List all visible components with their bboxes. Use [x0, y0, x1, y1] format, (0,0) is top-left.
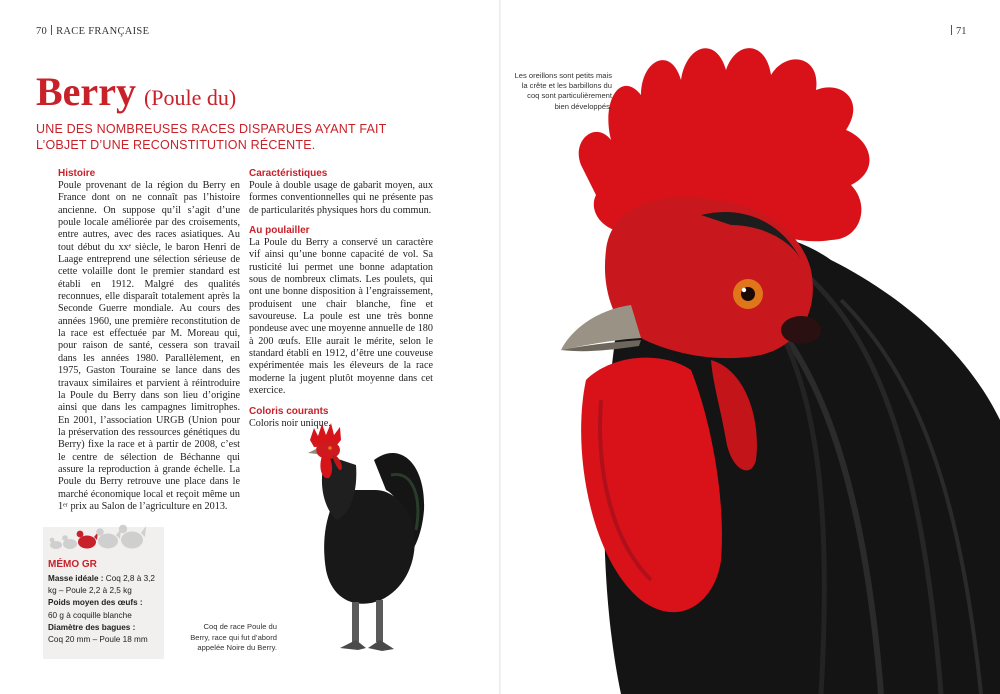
text-column-left — [58, 168, 240, 513]
memo-bagues-label: Diamètre des bagues : — [48, 622, 136, 632]
text-column-right — [249, 168, 433, 430]
portrait-caption: Les oreillons sont petits mais la crête et les barbillons du coq sont particulièrement bien développés. — [514, 71, 612, 111]
title-main: Berry — [36, 69, 136, 114]
memo-masse-label: Masse idéale : — [48, 574, 104, 583]
coloris-text: Coloris noir unique. — [249, 417, 331, 429]
memo-body — [48, 573, 160, 646]
histoire-heading: Histoire — [58, 168, 96, 179]
chicken-icon — [50, 538, 62, 549]
memo-masse — [48, 573, 160, 597]
chicken-icon-highlighted — [77, 531, 98, 549]
left-running-head — [36, 25, 149, 37]
poulailler-text: La Poule du Berry a conservé un caractère vif ainsi qu’une bonne capacité de vol. Sa rusticité lui permet une bonne adaptation sous de nombreux climats. Les poulets, qui ont une bonne disposition à l’engraissement, produisent une chair blanche, fine et savoureuse. La poule est une très bonne pondeuse avec une moyenne annuelle de 180 à 200 œufs. Elle aurait le mérite, selon le standard établi en 1912, d’être une couveuse expérimentée mais les éleveurs de la race moderne la jugent plutôt moyenne dans cet exercice. — [249, 237, 433, 397]
caracteristiques-text: Poule à double usage de gabarit moyen, aux formes conventionnelles qui ne présente pas de particularités physiques hors du commun. — [249, 180, 433, 216]
chicken-size-icons — [48, 520, 148, 552]
caracteristiques-heading: Caractéristiques — [249, 168, 328, 179]
title-sub: (Poule du) — [143, 85, 237, 110]
poulailler-heading: Au poulailler — [249, 225, 310, 237]
left-section-label: RACE FRANÇAISE — [56, 26, 150, 37]
memo-bagues-value: Coq 20 mm – Poule 18 mm — [48, 635, 148, 645]
left-page-number: 70 — [36, 26, 48, 37]
page-subtitle: UNE DES NOMBREUSES RACES DISPARUES AYANT FAIT L’OBJET D’UNE RECONSTITUTION RÉCENTE. — [36, 122, 387, 152]
running-head-divider — [51, 25, 52, 35]
right-page-number: 71 — [956, 26, 967, 37]
chicken-icon — [96, 528, 121, 548]
histoire-text: Poule provenant de la région du Berry en France dont on ne connaît pas l’histoire ancienne. On suppose qu’il s’agit d’une poule locale améliorée par des croisements, entre autres, avec des races asiatiques. Au tout début du xxᵉ siècle, le baron Henri de Laage entreprend une sélection sérieuse de cette volaille dont le premier standard est établi en 1912. Malgré des qualités reconnues, elle disparaît totalement après la Seconde Guerre mondiale. Au cours des années 1960, une première reconstitution de la race est effectuée par M. Moreau qui, pour raison de santé, cessera son travail dans les années 1980. Parallèlement, en 1975, Gaston Touraine se lance dans des travaux similaires et parvient à réintroduire la Poule du Berry dans son lieu d’origine ainsi que dans les campagnes limitrophes. En 2001, l’association URGB (Union pour la préservation des ressources génétiques du Berry) fixe la race et à partir de 2008, c’est le centre de sélection de Béchanne qui assure la reproduction à grande échelle. La Poule du Berry retrouve une place dans le marché économique local et reçoit même un 1ᵉʳ prix au Salon de l’agriculture en 2013. — [58, 180, 240, 512]
memo-oeufs-value: 60 g à coquille blanche — [48, 610, 132, 620]
chicken-icon — [62, 535, 77, 549]
rooster-photo-caption: Coq de race Poule du Berry, race qui fut d’abord appelée Noire du Berry. — [190, 622, 277, 652]
memo-masse-value: Coq 2,8 à 3,2 kg – Poule 2,2 à 2,5 kg — [48, 574, 155, 596]
coloris-heading: Coloris courants — [249, 405, 329, 417]
memo-title: MÉMO GR — [48, 559, 97, 570]
memo-oeufs-label: Poids moyen des œufs : — [48, 598, 143, 608]
memo-bagues-label-row — [48, 622, 160, 634]
rooster-full-body-photo — [296, 420, 431, 665]
chicken-icon — [119, 525, 146, 549]
page-title — [36, 68, 236, 115]
memo-oeufs-label-row — [48, 597, 160, 609]
